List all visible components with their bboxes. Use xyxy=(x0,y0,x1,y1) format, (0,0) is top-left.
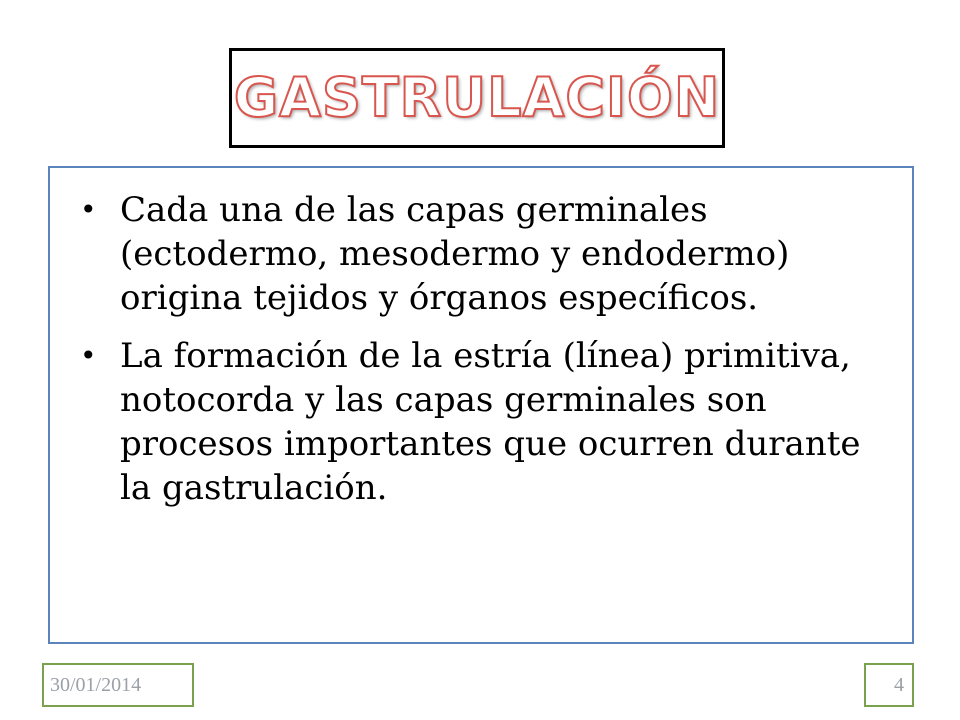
title-box xyxy=(229,48,725,148)
footer-page-number: 4 xyxy=(864,663,914,707)
bullet-item xyxy=(76,188,892,320)
bullet-list xyxy=(76,188,892,510)
bullet-item xyxy=(76,334,892,510)
bullet-text: Cada una de las capas germinales (ectodermo, mesodermo y endodermo) origina tejidos y órganos específicos. xyxy=(120,190,790,318)
footer-date: 30/01/2014 xyxy=(42,663,194,707)
content-box xyxy=(48,166,914,644)
bullet-text: La formación de la estría (línea) primitiva, notocorda y las capas germinales son procesos importantes que ocurren durante la gastrulación. xyxy=(120,336,861,508)
bullet-dot-icon: • xyxy=(80,339,97,372)
slide-title: GASTRULACIÓN xyxy=(233,66,721,129)
bullet-dot-icon: • xyxy=(80,193,97,226)
